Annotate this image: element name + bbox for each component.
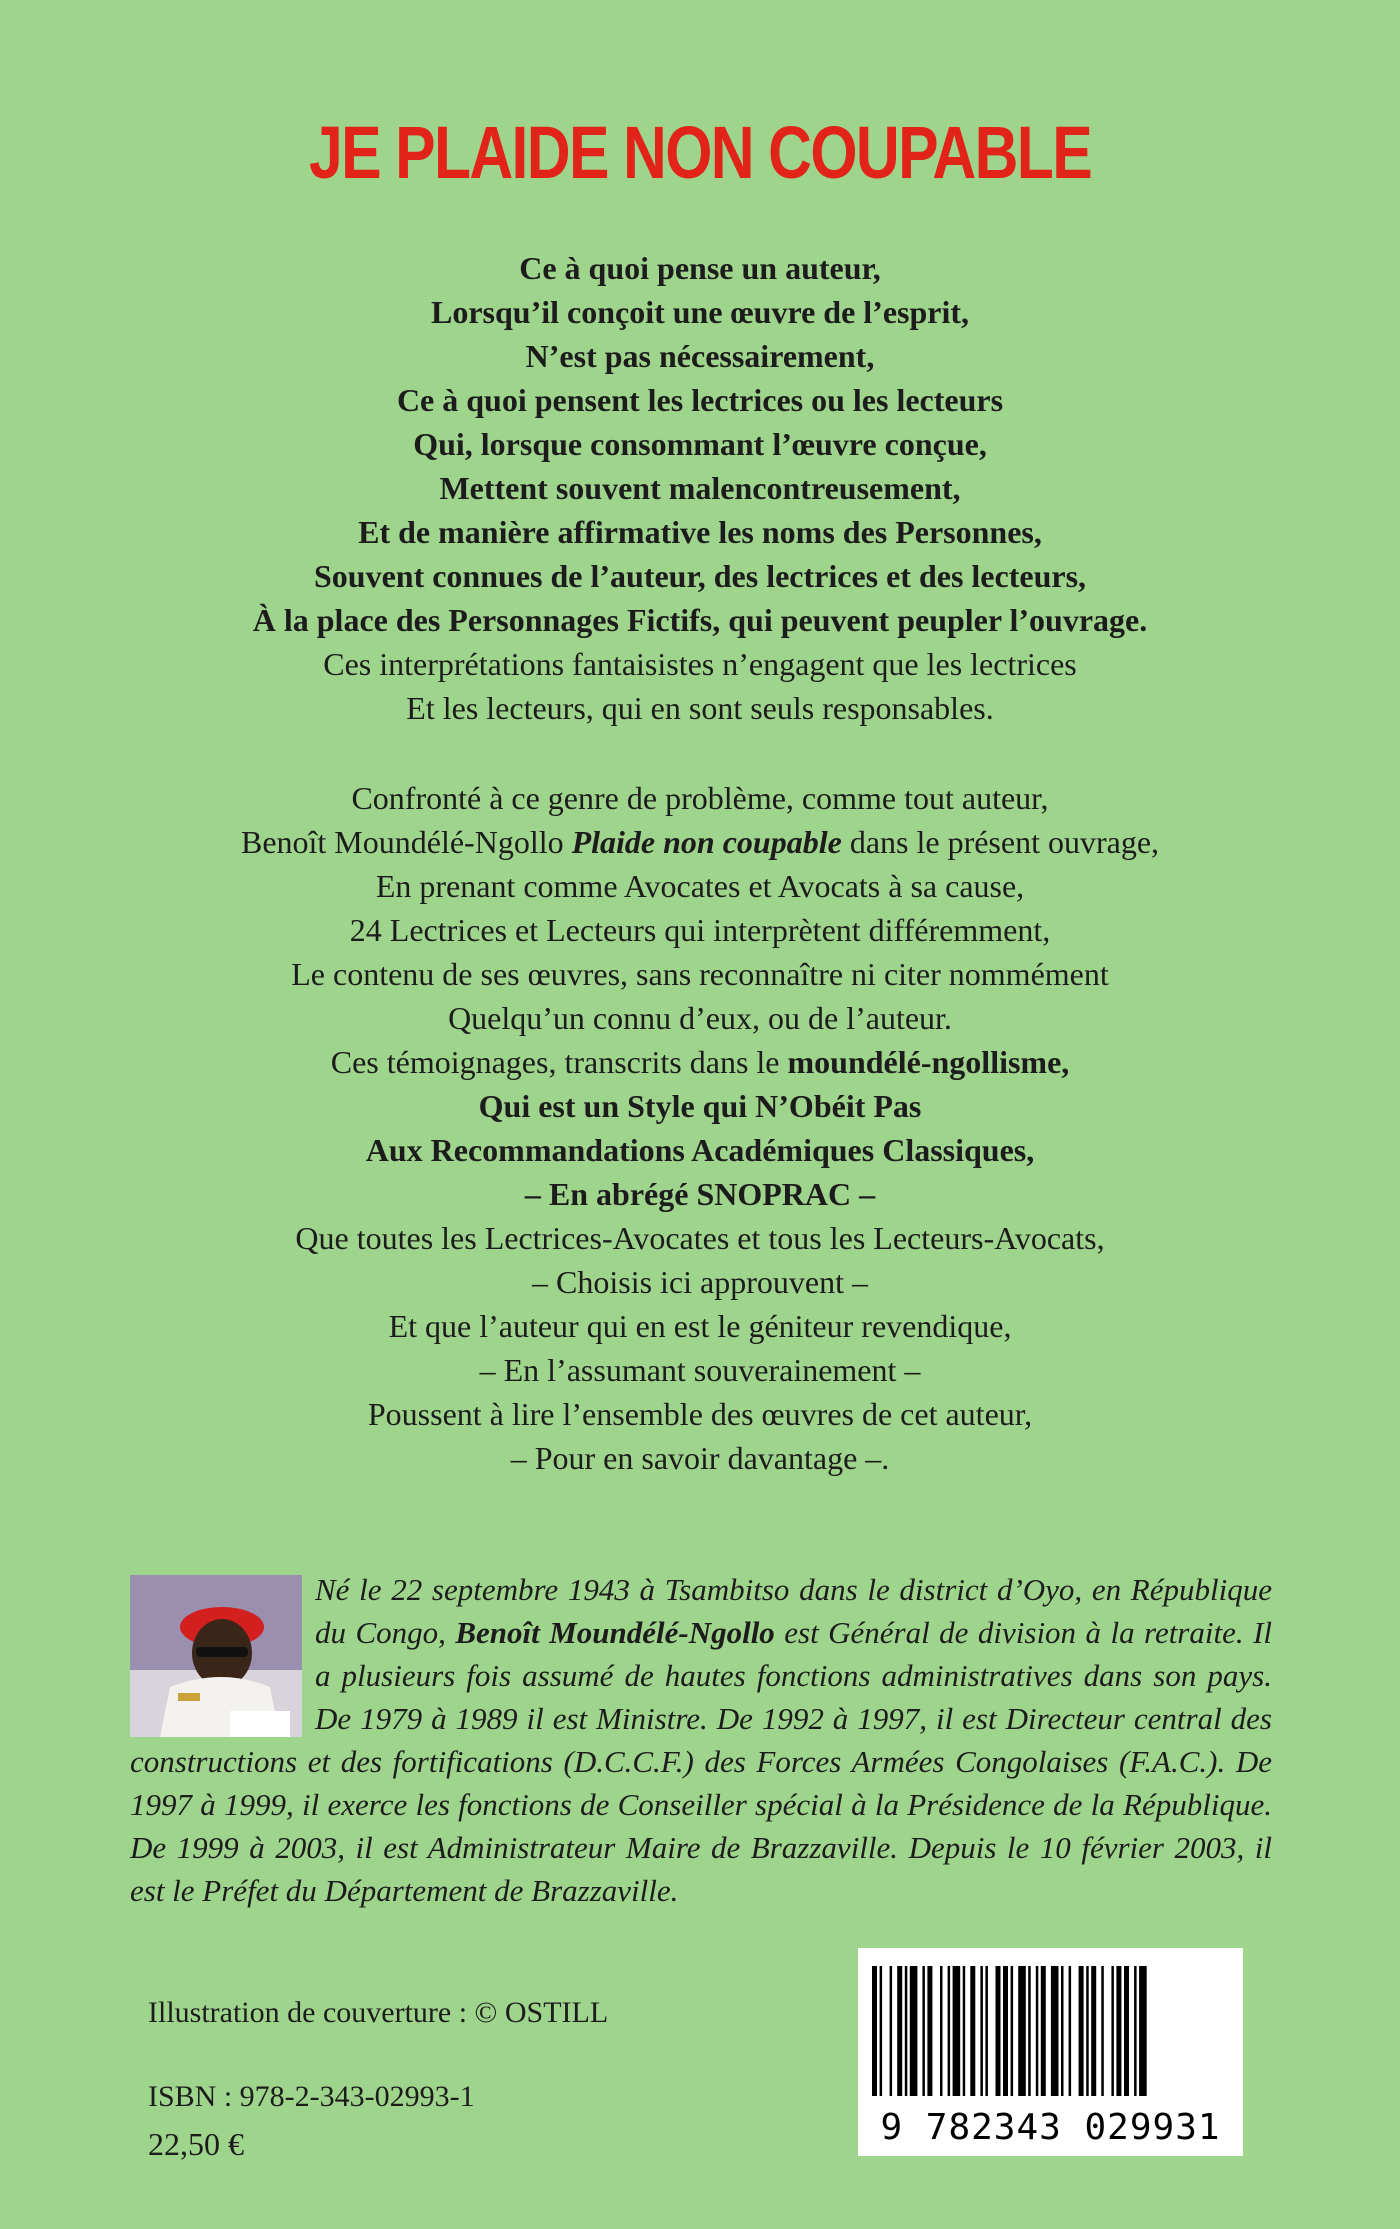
author-biography: Né le 22 septembre 1943 à Tsambitso dans le district d’Oyo, en République du Congo, Benoît Moundélé-Ngollo est Général de division à la retraite. Il a plusieurs fois assumé de hautes fonctions administratives dans son pays. De 1979 à 1989 il est Ministre. De 1992 à 1997, il est Directeur central des constructions et des fortifications (D.C.C.F.) des Forces Armées Congolaises (F.A.C.). De 1997 à 1999, il exerce les fonctions de Conseiller spécial à la Présidence de la République. De 1999 à 2003, il est Administrateur Maire de Brazzaville. Depuis le 10 février 2003, il est le Préfet du Département de Brazzaville. <box>130 1572 1272 1908</box>
poem-line: Ce à quoi pense un auteur, <box>519 250 881 286</box>
poem-line: En prenant comme Avocates et Avocats à sa cause, <box>375 868 1025 904</box>
poem-line: Lorsqu’il conçoit une œuvre de l’esprit, <box>430 294 970 330</box>
poem-line: Mettent souvent malencontreusement, <box>439 470 961 506</box>
emphasis-title: Plaide non coupable <box>571 824 842 860</box>
poem-line: Benoît Moundélé-Ngollo Plaide non coupable dans le présent ouvrage, <box>240 824 1160 860</box>
poem-line: – Pour en savoir davantage –. <box>510 1440 890 1476</box>
poem-line: Souvent connues de l’auteur, des lectrices et des lecteurs, <box>313 558 1087 594</box>
poem-line: Ces interprétations fantaisistes n’engagent que les lectrices <box>323 646 1077 682</box>
poem-line: Et les lecteurs, qui en sont seuls responsables. <box>406 690 994 726</box>
poem-line: Poussent à lire l’ensemble des œuvres de cet auteur, <box>367 1396 1033 1432</box>
poem-line: Et que l’auteur qui en est le géniteur revendique, <box>388 1308 1012 1344</box>
poem-line: Quelqu’un connu d’eux, ou de l’auteur. <box>448 1000 952 1036</box>
isbn: ISBN : 978-2-343-02993-1 <box>148 2080 475 2113</box>
poem-line: Qui, lorsque consommant l’œuvre conçue, <box>413 426 987 462</box>
price: 22,50 € <box>148 2126 244 2162</box>
poem-line: Ce à quoi pensent les lectrices ou les lecteurs <box>396 382 1004 418</box>
poem-line: Qui est un Style qui N’Obéit Pas <box>478 1088 922 1124</box>
poem-line: Aux Recommandations Académiques Classiques, <box>365 1132 1035 1168</box>
cover-credit: Illustration de couverture : © OSTILL <box>148 1996 609 2029</box>
poem-line: 24 Lectrices et Lecteurs qui interprètent différemment, <box>349 912 1051 948</box>
barcode <box>858 1948 1243 2156</box>
poem-line: Que toutes les Lectrices-Avocates et tous les Lecteurs-Avocats, <box>295 1220 1105 1256</box>
poem-line: Le contenu de ses œuvres, sans reconnaître ni citer nommément <box>291 956 1109 992</box>
poem-line: N’est pas nécessairement, <box>525 338 875 374</box>
barcode-bars <box>858 1948 1243 2108</box>
intro-poem <box>0 246 1400 730</box>
poem-line: Ces témoignages, transcrits dans le moundélé-ngollisme, <box>330 1044 1070 1080</box>
poem-line: – En l’assumant souverainement – <box>479 1352 921 1388</box>
poem-line: – Choisis ici approuvent – <box>532 1264 868 1300</box>
poem-line: – En abrégé SNOPRAC – <box>524 1176 876 1212</box>
poem-line: Confronté à ce genre de problème, comme tout auteur, <box>351 780 1049 816</box>
plea-poem <box>0 776 1400 1480</box>
book-title: JE PLAIDE NON COUPABLE <box>308 111 1092 194</box>
poem-line: À la place des Personnages Fictifs, qui peuvent peupler l’ouvrage. <box>252 602 1148 638</box>
author-name: Benoît Moundélé-Ngollo <box>455 1615 775 1650</box>
poem-line: Et de manière affirmative les noms des Personnes, <box>358 514 1042 550</box>
barcode-digits: 9 782343 029931 <box>880 2107 1221 2148</box>
